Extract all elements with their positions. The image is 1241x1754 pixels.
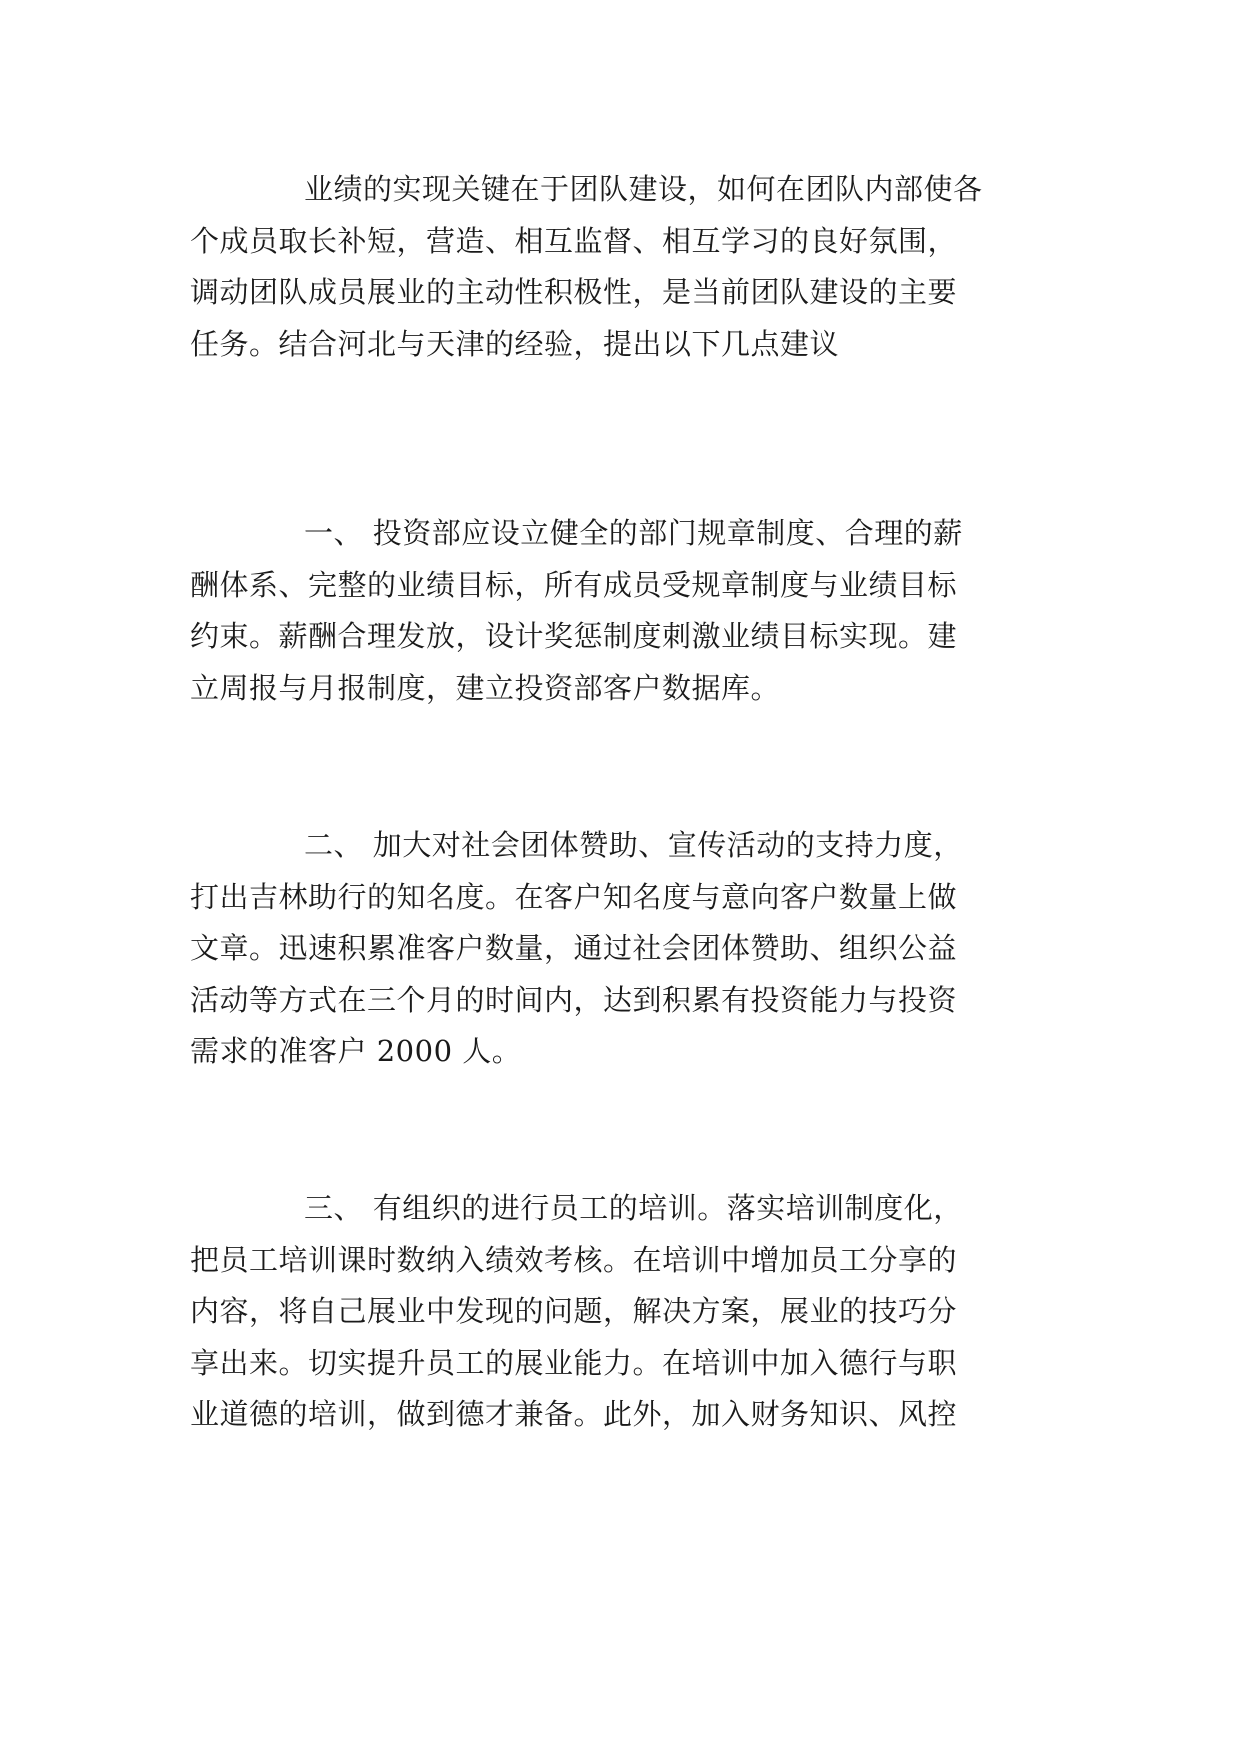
paragraph-item-1 <box>190 508 1050 714</box>
text-line: 文章。迅速积累准客户数量，通过社会团体赞助、组织公益 <box>190 931 958 965</box>
text-line: 内容，将自己展业中发现的问题，解决方案，展业的技巧分 <box>190 1294 958 1328</box>
text-line: 立周报与月报制度，建立投资部客户数据库。 <box>190 670 781 705</box>
text-line: 需求的准客户 2000 人。 <box>190 1034 522 1068</box>
text-line: 酬体系、完整的业绩目标，所有成员受规章制度与业绩目标 <box>190 567 958 602</box>
paragraph-item-3 <box>190 1183 1050 1441</box>
text-line: 三、 有组织的进行员工的培训。落实培训制度化， <box>304 1191 963 1225</box>
text-line: 享出来。切实提升员工的展业能力。在培训中加入德行与职 <box>190 1345 958 1380</box>
text-line: 把员工培训课时数纳入绩效考核。在培训中增加员工分享的 <box>190 1242 958 1277</box>
text-line: 二、 加大对社会团体赞助、宣传活动的支持力度， <box>304 828 963 862</box>
text-line: 业绩的实现关键在于团队建设，如何在团队内部使各 <box>304 172 983 206</box>
text-line: 活动等方式在三个月的时间内，达到积累有投资能力与投资 <box>190 982 958 1017</box>
text-line: 调动团队成员展业的主动性积极性，是当前团队建设的主要 <box>190 275 958 309</box>
text-line: 约束。薪酬合理发放，设计奖惩制度刺激业绩目标实现。建 <box>190 619 958 653</box>
text-line: 个成员取长补短，营造、相互监督、相互学习的良好氛围， <box>190 223 958 258</box>
text-line: 任务。结合河北与天津的经验，提出以下几点建议 <box>190 326 840 361</box>
text-line: 一、 投资部应设立健全的部门规章制度、合理的薪 <box>304 516 963 550</box>
paragraph-item-2 <box>190 820 1050 1078</box>
paragraph-intro <box>190 164 1050 370</box>
text-line: 打出吉林助行的知名度。在客户知名度与意向客户数量上做 <box>190 879 958 914</box>
text-line: 业道德的培训，做到德才兼备。此外，加入财务知识、风控 <box>190 1397 958 1431</box>
